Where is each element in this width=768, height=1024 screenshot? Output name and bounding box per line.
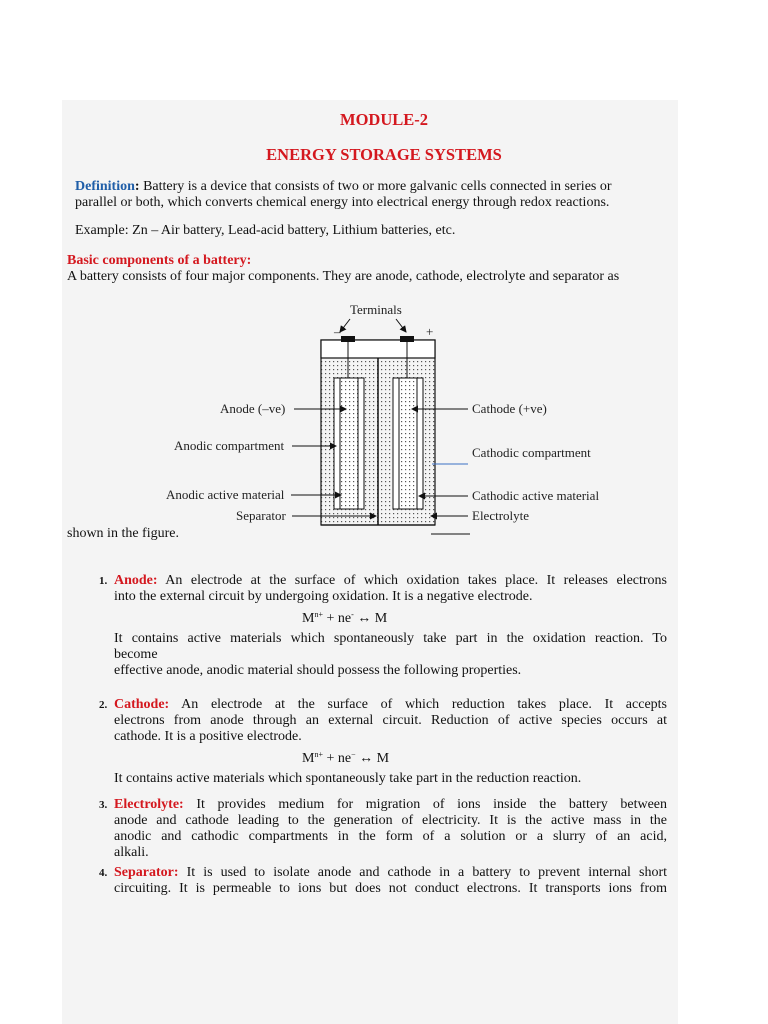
cathode-line-1: An electrode at the surface of which reduction takes place. It accepts	[169, 697, 667, 712]
electrolyte-item-number: 3.	[99, 799, 108, 811]
battery-top-cap	[321, 340, 435, 358]
cathode-item-label: Cathode:	[114, 697, 170, 712]
terminals-label: Terminals	[350, 302, 402, 317]
anode-equation: $M^{n+} + ne^-$ ↔ M	[302, 610, 388, 626]
anode-line-1: An electrode at the surface of which oxidation takes place. It releases electrons	[157, 573, 667, 588]
electrolyte-item	[114, 797, 667, 861]
section-title: ENERGY STORAGE SYSTEMS	[266, 145, 502, 164]
electrolyte-line-1: It provides medium for migration of ions inside the battery between	[183, 797, 667, 812]
terminals-arrow-right	[396, 319, 406, 332]
battery-diagram	[160, 296, 620, 546]
separator-line-1: It is used to isolate anode and cathode in a battery to prevent internal short	[178, 865, 667, 880]
definition-line-1: Battery is a device that consists of two or more galvanic cells connected in series or	[139, 179, 612, 194]
cathode-line-4: It contains active materials which spontaneously take part in the reduction reaction.	[114, 771, 582, 786]
basic-components-intro: A battery consists of four major components. They are anode, cathode, electrolyte and separator as	[67, 269, 620, 284]
example-text: Example: Zn – Air battery, Lead-acid battery, Lithium batteries, etc.	[75, 223, 456, 238]
anode-item-number: 1.	[99, 575, 108, 587]
anode-label: Anode (–ve)	[220, 401, 286, 416]
basic-components-heading: Basic components of a battery:	[67, 253, 252, 268]
definition-colon: :	[134, 179, 140, 194]
electrolyte-line-4: alkali.	[114, 845, 149, 860]
anode-line-5: effective anode, anodic material should possess the following properties.	[114, 663, 522, 678]
definition-line-2: parallel or both, which converts chemical energy into electrical energy through redox reactions.	[75, 195, 610, 210]
minus-sign: –	[334, 324, 341, 339]
anode-item-label: Anode:	[114, 573, 158, 588]
cathode-line-2: electrons from anode through an external circuit. Reduction of active species occurs at	[114, 713, 667, 728]
electrolyte-item-label: Electrolyte:	[114, 797, 184, 812]
figure-caption: shown in the figure.	[67, 526, 179, 541]
cathode-line-3: cathode. It is a positive electrode.	[114, 729, 302, 744]
cathode-plate	[399, 378, 417, 509]
electrolyte-label: Electrolyte	[472, 508, 530, 523]
module-title: MODULE-2	[340, 110, 428, 129]
anode-item	[114, 573, 667, 679]
negative-terminal	[341, 336, 355, 342]
anodic-active-material-label: Anodic active material	[166, 487, 285, 502]
separator-line-2: circuiting. It is permeable to ions but does not conduct electrons. It transports ions from	[114, 881, 667, 896]
separator-label: Separator	[236, 508, 286, 523]
cathodic-active-material-label: Cathodic active material	[472, 488, 600, 503]
cathode-equation: $M^{n+} + ne^-$ ↔ M	[302, 750, 390, 766]
cathodic-compartment-label: Cathodic compartment	[472, 445, 591, 460]
electrolyte-line-3: anodic and cathodic compartments in the form of a solution or a slurry of an acid,	[114, 829, 667, 844]
cathode-item	[114, 697, 667, 787]
separator-item-label: Separator:	[114, 865, 179, 880]
plus-sign: +	[426, 324, 434, 339]
electrolyte-line-2: anode and cathode leading to the generation of electricity. It is the active mass in the	[114, 813, 667, 828]
terminals-arrow-left	[340, 319, 350, 332]
anode-line-3: It contains active materials which spontaneously take part in the oxidation reaction. To	[114, 631, 667, 646]
separator-item-number: 4.	[99, 867, 108, 879]
cathode-label: Cathode (+ve)	[472, 401, 547, 416]
cathode-item-number: 2.	[99, 699, 108, 711]
anodic-compartment-label: Anodic compartment	[174, 438, 285, 453]
anode-plate	[340, 378, 358, 509]
anode-line-4: become	[114, 647, 158, 662]
definition-paragraph	[75, 179, 675, 211]
positive-terminal	[400, 336, 414, 342]
definition-label: Definition	[75, 179, 135, 194]
separator-item	[114, 865, 667, 897]
anode-line-2: into the external circuit by undergoing oxidation. It is a negative electrode.	[114, 589, 533, 604]
